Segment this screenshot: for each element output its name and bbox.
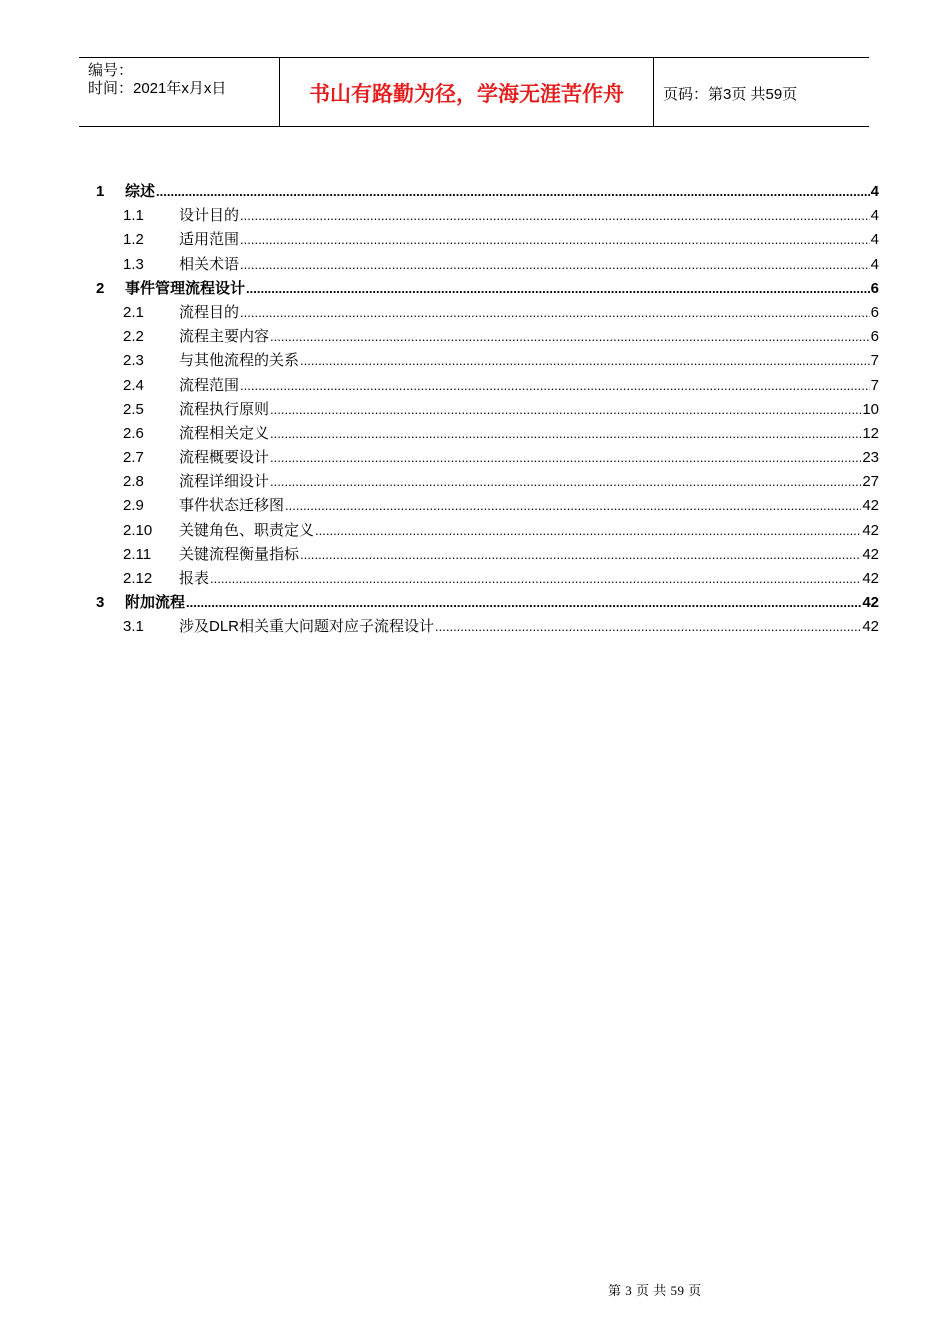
toc-entry-title: 与其他流程的关系 [179,352,300,370]
toc-entry[interactable] [94,543,879,567]
toc-entry-page: 23 [862,449,879,467]
toc-entry[interactable] [94,204,879,228]
toc-entry-number: 1 [96,183,105,200]
toc-entry-page: 42 [862,618,879,636]
toc-entry-number: 2.5 [123,400,144,418]
toc-entry[interactable] [94,494,879,518]
toc-dot-leader [315,519,861,543]
toc-entry-number: 2.12 [123,570,153,587]
toc-dot-leader [270,422,861,446]
toc-dot-leader [186,591,861,615]
toc-entry-number: 2.7 [123,449,144,467]
page-header [79,57,869,127]
toc-entry-number: 2.2 [123,328,144,346]
toc-entry-page: 4 [870,207,879,225]
header-page-label: 页码：第3页 共59页 [663,85,798,103]
toc-entry[interactable] [94,374,879,398]
toc-entry-title: 事件管理流程设计 [125,279,246,297]
toc-entry-number: 1.1 [123,207,144,225]
toc-entry[interactable] [94,180,879,204]
toc-dot-leader [270,446,861,470]
toc-entry-number: 2.8 [123,473,144,491]
toc-entry-page: 6 [870,303,879,321]
toc-entry-title: 相关术语 [179,255,240,273]
toc-entry-page: 42 [862,570,879,587]
toc-entry[interactable] [94,228,879,252]
toc-dot-leader [270,325,870,349]
toc-dot-leader [435,615,861,639]
toc-dot-leader [300,349,870,373]
toc-entry-title: 流程相关定义 [179,424,270,442]
toc-entry-number: 2.9 [123,497,144,515]
toc-entry-number: 2 [96,279,105,297]
toc-dot-leader [285,494,861,518]
toc-dot-leader [210,567,861,591]
table-of-contents [94,180,879,640]
toc-entry[interactable] [94,591,879,615]
toc-entry[interactable] [94,446,879,470]
toc-entry-title: 关键流程衡量指标 [179,545,300,563]
toc-entry[interactable] [94,567,879,591]
toc-entry-title: 适用范围 [179,231,240,249]
toc-entry-title: 附加流程 [125,594,186,612]
toc-entry-page: 6 [870,279,879,297]
toc-dot-leader [240,228,870,252]
toc-entry-title: 流程详细设计 [179,473,270,491]
toc-entry-page: 4 [870,183,879,200]
toc-entry-page: 42 [862,545,879,563]
toc-entry[interactable] [94,253,879,277]
toc-entry-title: 流程范围 [179,376,240,394]
toc-entry-page: 4 [870,255,879,273]
toc-entry[interactable] [94,519,879,543]
toc-entry-number: 3 [96,594,105,612]
toc-entry[interactable] [94,470,879,494]
toc-entry-number: 2.4 [123,376,144,394]
toc-entry-number: 1.2 [123,231,144,249]
toc-entry-page: 12 [862,424,879,442]
toc-dot-leader [270,398,861,422]
toc-dot-leader [300,543,861,567]
toc-entry-title: 关键角色、职责定义 [179,521,315,539]
toc-entry-title: 流程执行原则 [179,400,270,418]
toc-dot-leader [270,470,861,494]
toc-dot-leader [240,204,870,228]
toc-entry-page: 7 [870,376,879,394]
toc-entry[interactable] [94,325,879,349]
toc-entry[interactable] [94,349,879,373]
toc-entry-page: 42 [862,497,879,515]
toc-entry-page: 10 [862,400,879,418]
toc-entry[interactable] [94,277,879,301]
toc-entry-title: 涉及DLR相关重大问题对应子流程设计 [179,618,435,636]
header-motto: 书山有路勤为径，学海无涯苦作舟 [280,58,654,126]
toc-entry-title: 设计目的 [179,207,240,225]
toc-entry-title: 事件状态迁移图 [179,497,285,515]
toc-entry-number: 2.3 [123,352,144,370]
toc-entry-number: 1.3 [123,255,144,273]
toc-entry-page: 27 [862,473,879,491]
toc-entry-page: 42 [862,521,879,539]
toc-entry-page: 42 [862,594,879,612]
document-number-label: 编号： [88,62,134,79]
toc-entry-number: 3.1 [123,618,144,636]
document-time-label: 时间：2021年x月x日 [88,80,227,97]
toc-entry[interactable] [94,301,879,325]
toc-entry-title: 报表 [179,570,210,587]
toc-entry-number: 2.11 [123,545,152,563]
toc-entry-page: 6 [870,328,879,346]
toc-entry[interactable] [94,615,879,639]
toc-entry[interactable] [94,398,879,422]
toc-dot-leader [240,301,870,325]
toc-entry-number: 2.1 [123,303,144,321]
toc-entry[interactable] [94,422,879,446]
toc-entry-title: 流程概要设计 [179,449,270,467]
toc-entry-number: 2.6 [123,424,144,442]
toc-entry-page: 7 [870,352,879,370]
toc-dot-leader [240,253,870,277]
toc-dot-leader [156,180,870,204]
toc-entry-title: 流程主要内容 [179,328,270,346]
page-footer: 第 3 页 共 59 页 [608,1283,702,1298]
toc-entry-page: 4 [870,231,879,249]
toc-entry-number: 2.10 [123,521,153,539]
header-meta [79,58,280,126]
toc-dot-leader [240,374,870,398]
toc-entry-title: 综述 [125,183,156,200]
toc-dot-leader [246,277,870,301]
toc-entry-title: 流程目的 [179,303,240,321]
